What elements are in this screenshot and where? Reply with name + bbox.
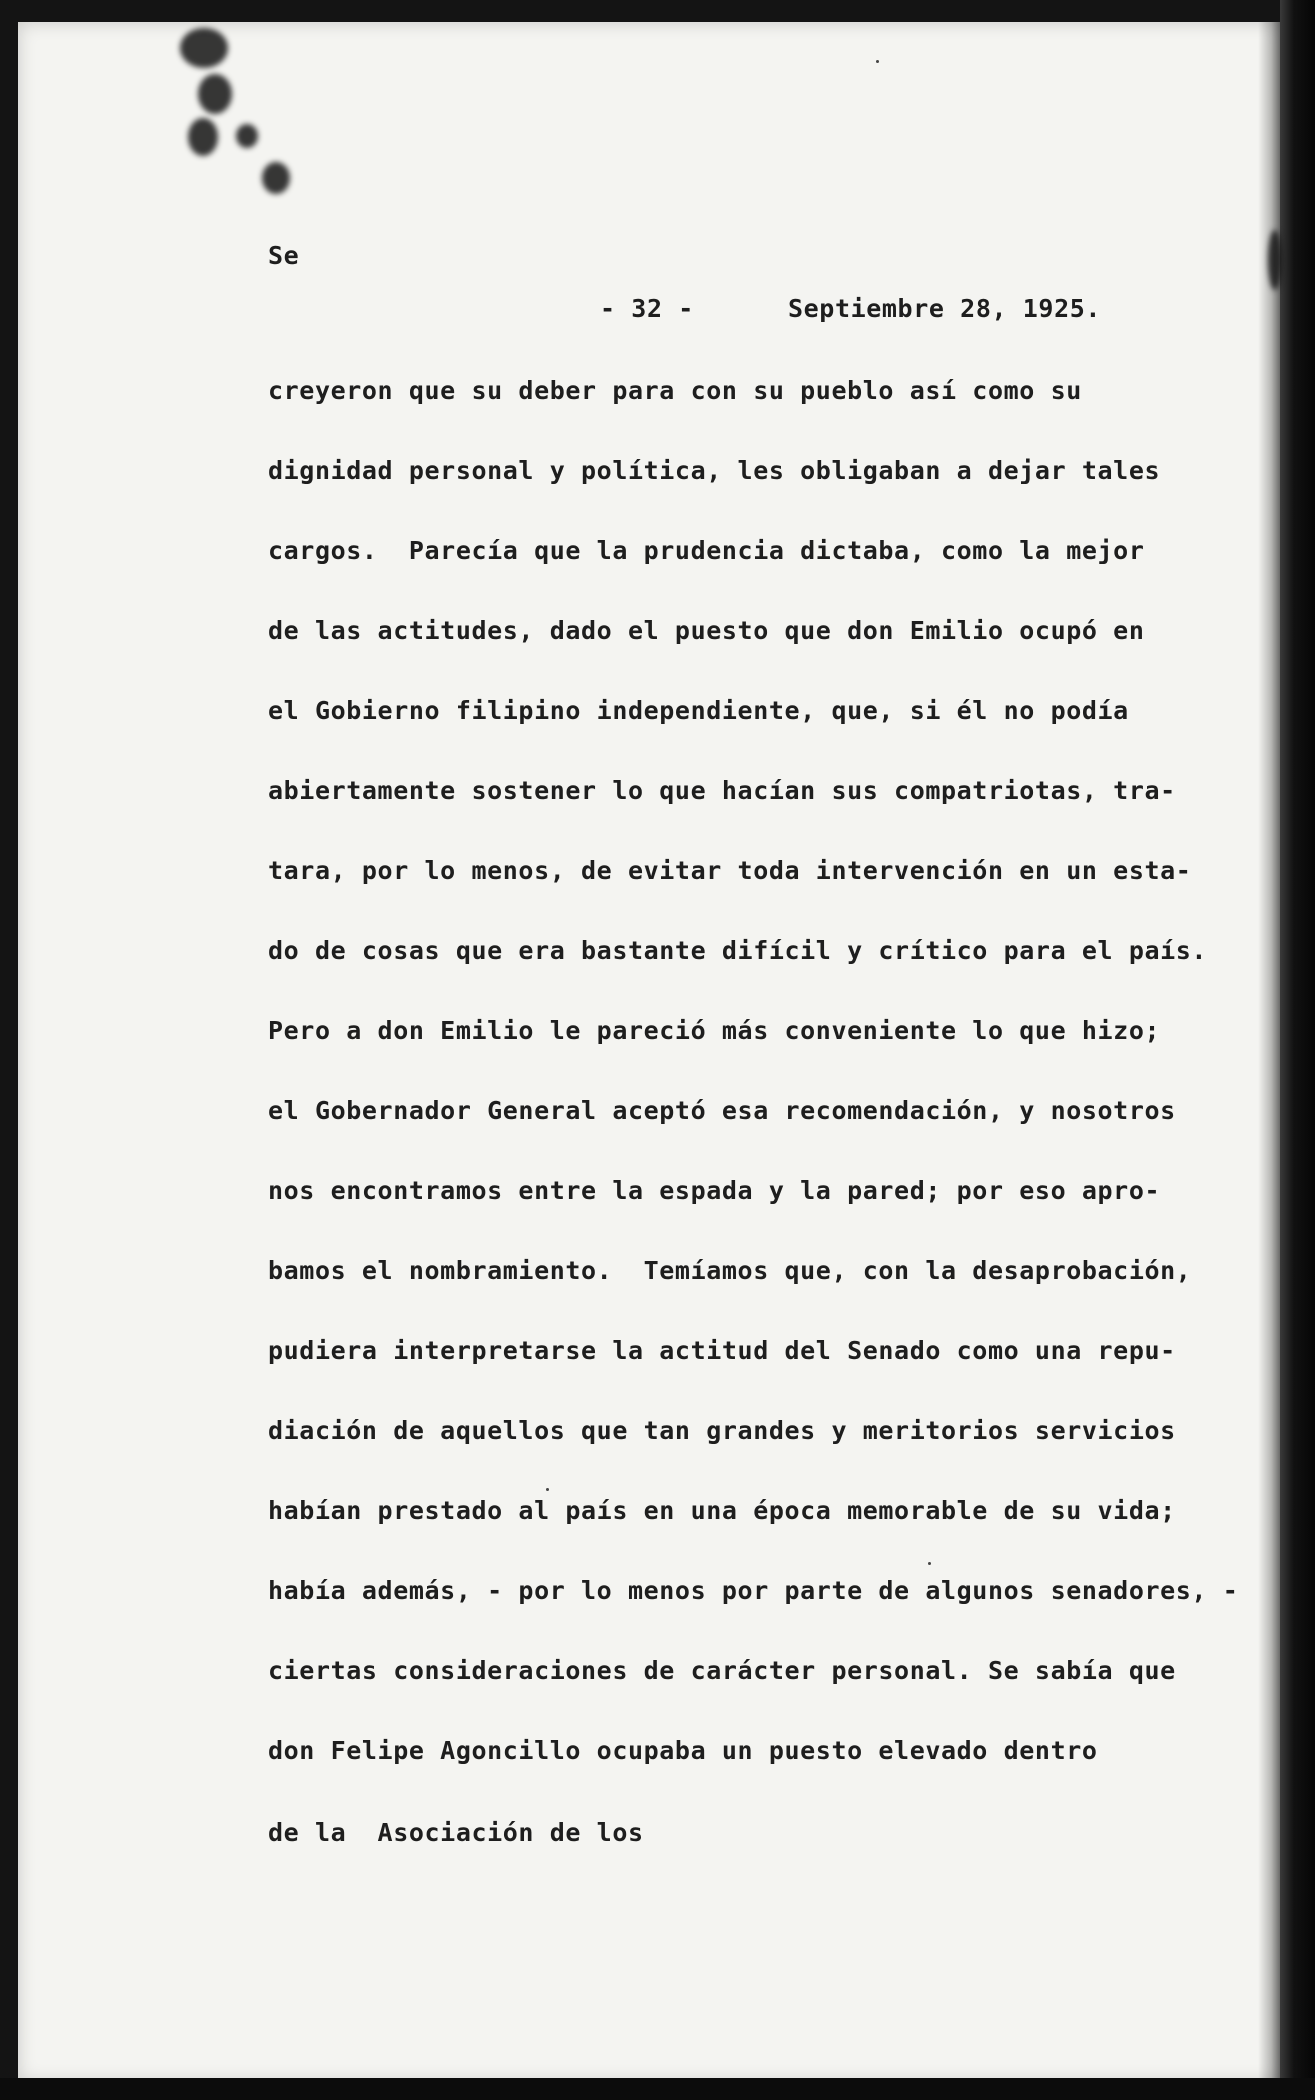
text-line-4: de las actitudes, dado el puesto que don Emilio ocupó en [268, 616, 1145, 645]
top-left-word: Se [268, 241, 300, 270]
speck [546, 1488, 549, 1491]
text-line-3: cargos. Parecía que la prudencia dictaba, como la mejor [268, 536, 1145, 565]
text-line-1: creyeron que su deber para con su pueblo así como su [268, 376, 1082, 405]
text-line-14: diación de aquellos que tan grandes y meritorios servicios [268, 1416, 1176, 1445]
ink-smudge [180, 28, 228, 68]
page-number: - 32 - [600, 294, 694, 323]
text-line-10: el Gobernador General aceptó esa recomendación, y nosotros [268, 1096, 1176, 1125]
text-line-5: el Gobierno filipino independiente, que, si él no podía [268, 696, 1129, 725]
text-line-18: don Felipe Agoncillo ocupaba un puesto elevado dentro [268, 1736, 1098, 1765]
text-line-17: ciertas consideraciones de carácter personal. Se sabía que [268, 1656, 1176, 1685]
ink-smudge [1268, 230, 1282, 290]
text-line-9: Pero a don Emilio le pareció más conveniente lo que hizo; [268, 1016, 1161, 1045]
scan-border-right [1280, 0, 1315, 2100]
paper-sheet [18, 22, 1288, 2082]
text-line-7: tara, por lo menos, de evitar toda intervención en un esta- [268, 856, 1192, 885]
text-line-19: de la Asociación de los [268, 1818, 644, 1847]
ink-smudge [262, 162, 290, 194]
paper-shadow-edge [1258, 22, 1280, 2078]
ink-smudge [188, 118, 218, 156]
speck [876, 60, 879, 63]
text-line-16: había además, - por lo menos por parte de algunos senadores, - [268, 1576, 1239, 1605]
ink-smudge [198, 74, 232, 114]
text-line-6: abiertamente sostener lo que hacían sus compatriotas, tra- [268, 776, 1176, 805]
text-line-15: habían prestado al país en una época memorable de su vida; [268, 1496, 1176, 1525]
text-line-8: do de cosas que era bastante difícil y crítico para el país. [268, 936, 1208, 965]
text-line-13: pudiera interpretarse la actitud del Senado como una repu- [268, 1336, 1176, 1365]
text-line-11: nos encontramos entre la espada y la pared; por eso apro- [268, 1176, 1161, 1205]
ink-smudge [236, 124, 258, 148]
text-line-2: dignidad personal y política, les obligaban a dejar tales [268, 456, 1161, 485]
speck [928, 1562, 931, 1565]
document-date: Septiembre 28, 1925. [788, 294, 1102, 323]
scan-border-bottom [0, 2078, 1315, 2100]
text-line-12: bamos el nombramiento. Temíamos que, con la desaprobación, [268, 1256, 1192, 1285]
